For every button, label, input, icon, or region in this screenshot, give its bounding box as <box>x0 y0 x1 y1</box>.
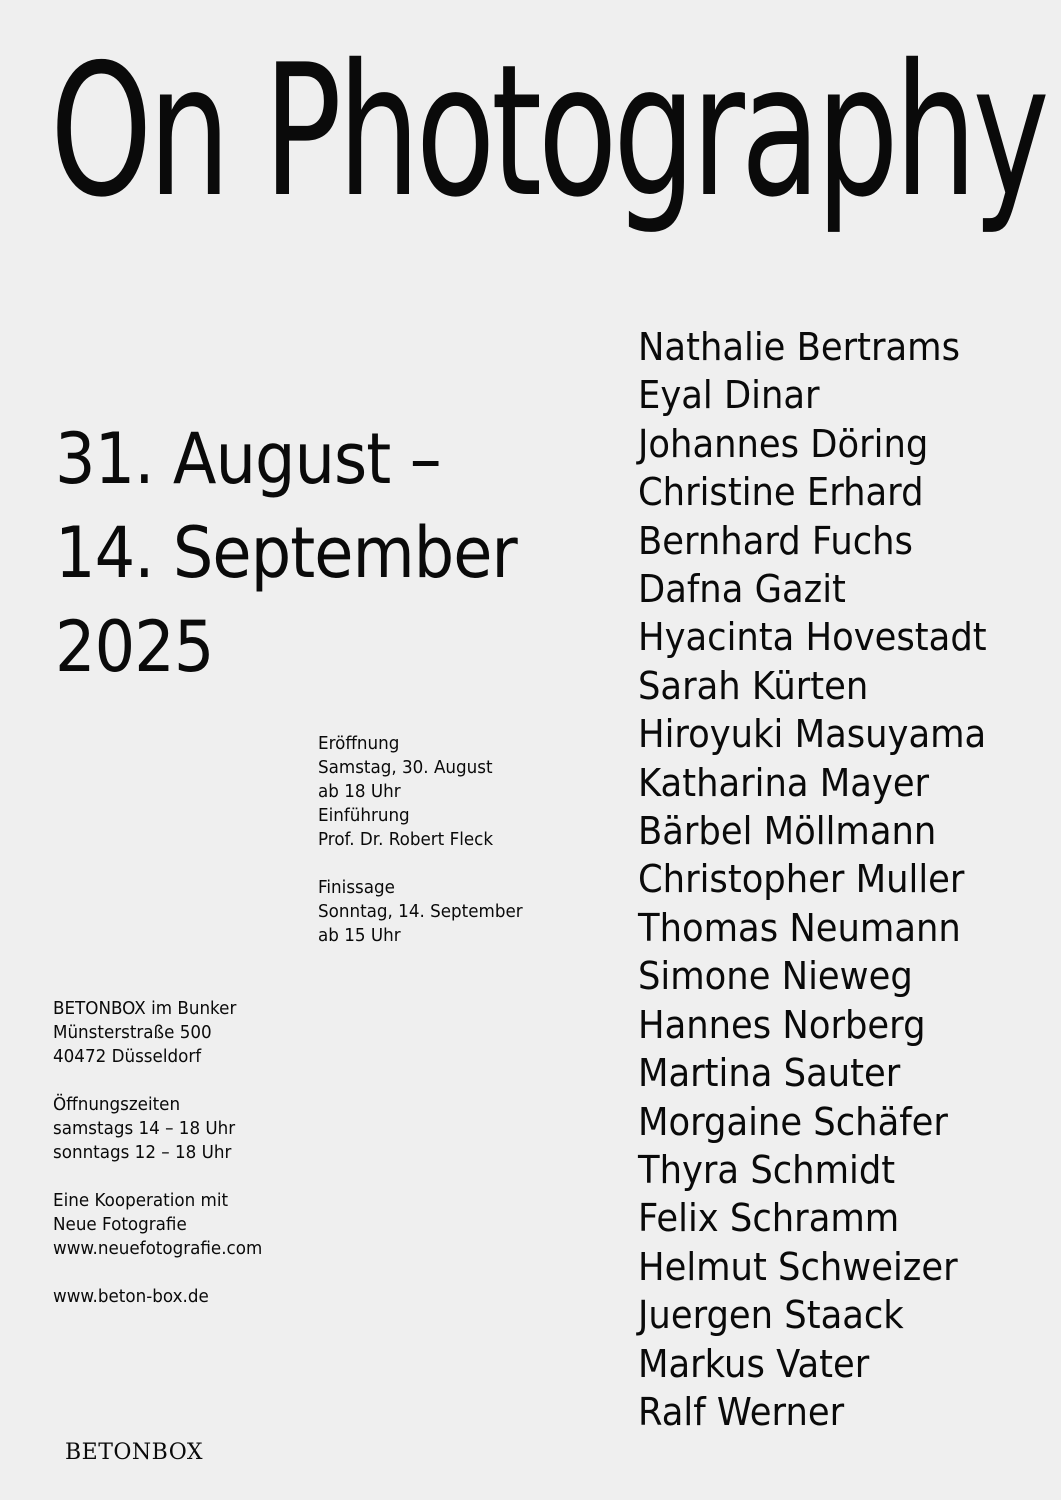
artist-name: Markus Vater <box>638 1341 870 1386</box>
artist-name: Bärbel Möllmann <box>638 809 937 854</box>
finissage-label: Finissage <box>318 877 395 898</box>
cooperation-line: Eine Kooperation mit <box>53 1190 229 1211</box>
poster-title: On Photography <box>50 25 1046 237</box>
venue-city: 40472 Düsseldorf <box>53 1046 202 1067</box>
artist-name: Helmut Schweizer <box>638 1244 958 1289</box>
artist-name: Nathalie Bertrams <box>638 325 961 369</box>
intro-label: Einführung <box>318 805 410 826</box>
artist-name: Thomas Neumann <box>638 905 961 950</box>
artist-name: Eyal Dinar <box>638 373 820 418</box>
hours-label: Öffnungszeiten <box>53 1094 181 1115</box>
venue-street: Münsterstraße 500 <box>53 1022 212 1043</box>
artist-name: Thyra Schmidt <box>638 1147 896 1192</box>
artist-name: Johannes Döring <box>638 421 929 466</box>
artist-name: Sarah Kürten <box>638 663 869 708</box>
artist-name: Morgaine Schäfer <box>638 1099 948 1144</box>
hours-sunday: sonntags 12 – 18 Uhr <box>53 1142 232 1163</box>
venue-info <box>53 997 262 1309</box>
artist-name: Juergen Staack <box>638 1293 904 1338</box>
artist-name: Bernhard Fuchs <box>638 518 913 563</box>
artist-name: Simone Nieweg <box>638 954 913 999</box>
artist-name: Hiroyuki Masuyama <box>638 712 987 757</box>
artist-name: Christopher Muller <box>638 857 965 902</box>
artist-name: Ralf Werner <box>638 1389 845 1434</box>
finissage-date: Sonntag, 14. September <box>318 901 523 922</box>
venue-name: BETONBOX im Bunker <box>53 998 237 1019</box>
artist-name: Felix Schramm <box>638 1196 900 1241</box>
intro-person: Prof. Dr. Robert Fleck <box>318 829 494 850</box>
opening-time: ab 18 Uhr <box>318 781 401 802</box>
betonbox-logo: BETONBOX <box>65 1440 204 1465</box>
date-line-year: 2025 <box>55 606 214 688</box>
hours-saturday: samstags 14 – 18 Uhr <box>53 1118 236 1139</box>
date-line-end: 14. September <box>55 512 517 594</box>
cooperation-partner: Neue Fotografie <box>53 1214 187 1235</box>
artist-name: Christine Erhard <box>638 470 924 515</box>
artist-name: Martina Sauter <box>638 1051 901 1096</box>
cooperation-url[interactable]: www.neuefotografie.com <box>53 1238 263 1259</box>
opening-date: Samstag, 30. August <box>318 757 493 778</box>
opening-label: Eröffnung <box>318 733 400 754</box>
website-link[interactable]: www.beton-box.de <box>53 1286 209 1307</box>
finissage-time: ab 15 Uhr <box>318 925 401 946</box>
artist-list <box>638 323 987 1436</box>
exhibition-dates <box>55 412 517 694</box>
date-line-start: 31. August – <box>55 418 441 500</box>
artist-name: Katharina Mayer <box>638 760 930 805</box>
artist-name: Hyacinta Hovestadt <box>638 615 987 660</box>
event-info <box>318 732 523 948</box>
artist-name: Dafna Gazit <box>638 567 846 612</box>
artist-name: Hannes Norberg <box>638 1002 926 1047</box>
